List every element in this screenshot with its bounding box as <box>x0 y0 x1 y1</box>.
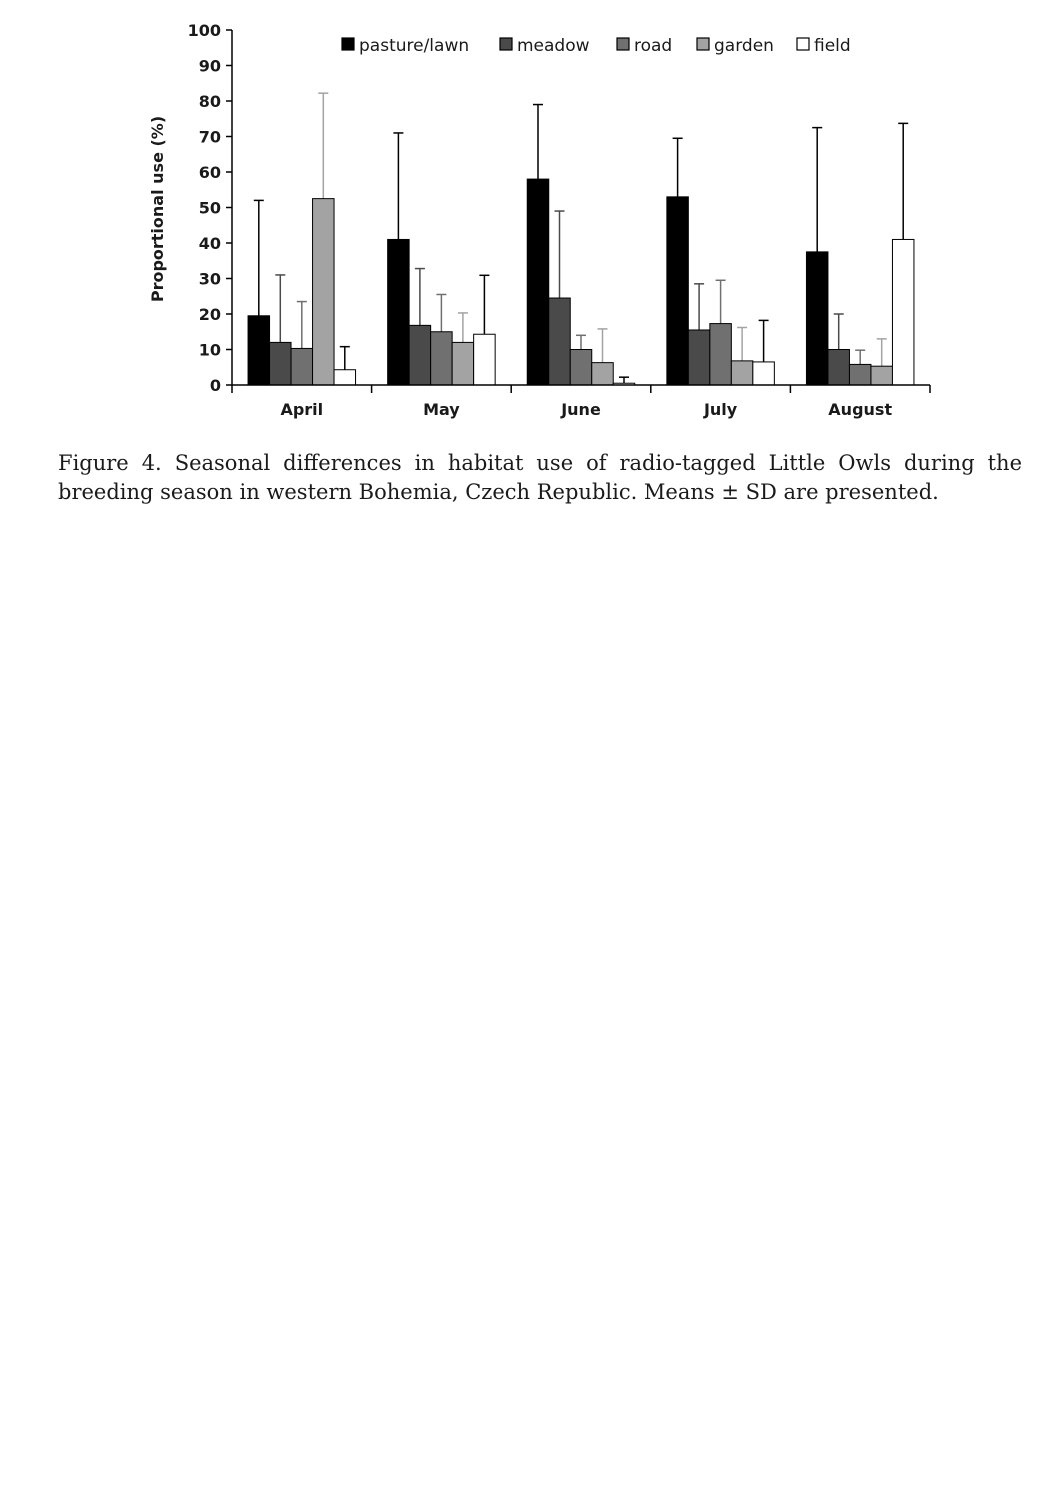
legend-swatch <box>697 38 709 50</box>
y-tick-label: 40 <box>198 234 221 253</box>
legend-label: garden <box>714 36 774 56</box>
legend-swatch <box>500 38 512 50</box>
legend-label: road <box>634 36 673 56</box>
bar <box>452 342 474 385</box>
x-tick-label: June <box>561 400 601 419</box>
bar <box>688 330 710 385</box>
bar <box>291 348 313 385</box>
bar <box>806 252 828 385</box>
bar <box>474 334 496 385</box>
bar <box>710 324 732 385</box>
bar <box>409 325 431 385</box>
legend-swatch <box>342 38 354 50</box>
bar-chart <box>0 0 1054 440</box>
y-axis-ticks <box>188 21 232 395</box>
y-tick-label: 10 <box>198 340 221 360</box>
y-tick-label: 80 <box>198 92 221 111</box>
x-axis-ticks <box>232 385 930 419</box>
bar <box>549 298 571 385</box>
bar <box>849 364 871 385</box>
bar <box>527 179 549 385</box>
x-tick-label: July <box>703 400 738 419</box>
bar <box>753 362 775 385</box>
bar <box>828 350 850 386</box>
bar <box>592 363 614 385</box>
bar <box>431 332 453 385</box>
y-tick-label: 20 <box>198 305 221 324</box>
y-tick-label: 70 <box>198 127 221 147</box>
legend-swatch <box>617 38 629 50</box>
bar <box>334 370 356 385</box>
legend-label: pasture/lawn <box>359 36 470 56</box>
y-tick-label: 0 <box>209 376 221 395</box>
y-tick-label: 30 <box>198 269 221 289</box>
legend-label: field <box>814 36 851 56</box>
y-tick-label: 90 <box>198 56 221 76</box>
legend-label: meadow <box>517 36 590 56</box>
y-axis-title: Proportional use (%) <box>148 115 167 303</box>
y-tick-label: 60 <box>198 163 221 182</box>
bar <box>892 239 914 385</box>
legend <box>342 36 851 56</box>
bars <box>248 179 914 385</box>
bar <box>570 350 592 386</box>
bar <box>248 316 269 385</box>
figure-caption: Figure 4. Seasonal differences in habitat use of radio-tagged Little Owls during the breeding season in western Bohemia, Czech Republic. Means ± SD are presented. <box>58 451 1022 504</box>
y-tick-label: 100 <box>187 21 221 40</box>
bar <box>313 199 335 385</box>
bar <box>388 239 410 385</box>
x-tick-label: August <box>828 400 893 419</box>
bar <box>871 366 893 385</box>
bar <box>270 342 292 385</box>
bar <box>731 361 753 385</box>
bar <box>667 197 689 385</box>
x-tick-label: May <box>423 400 460 419</box>
x-tick-label: April <box>280 400 324 419</box>
y-tick-label: 50 <box>198 198 221 218</box>
legend-swatch <box>797 38 809 50</box>
